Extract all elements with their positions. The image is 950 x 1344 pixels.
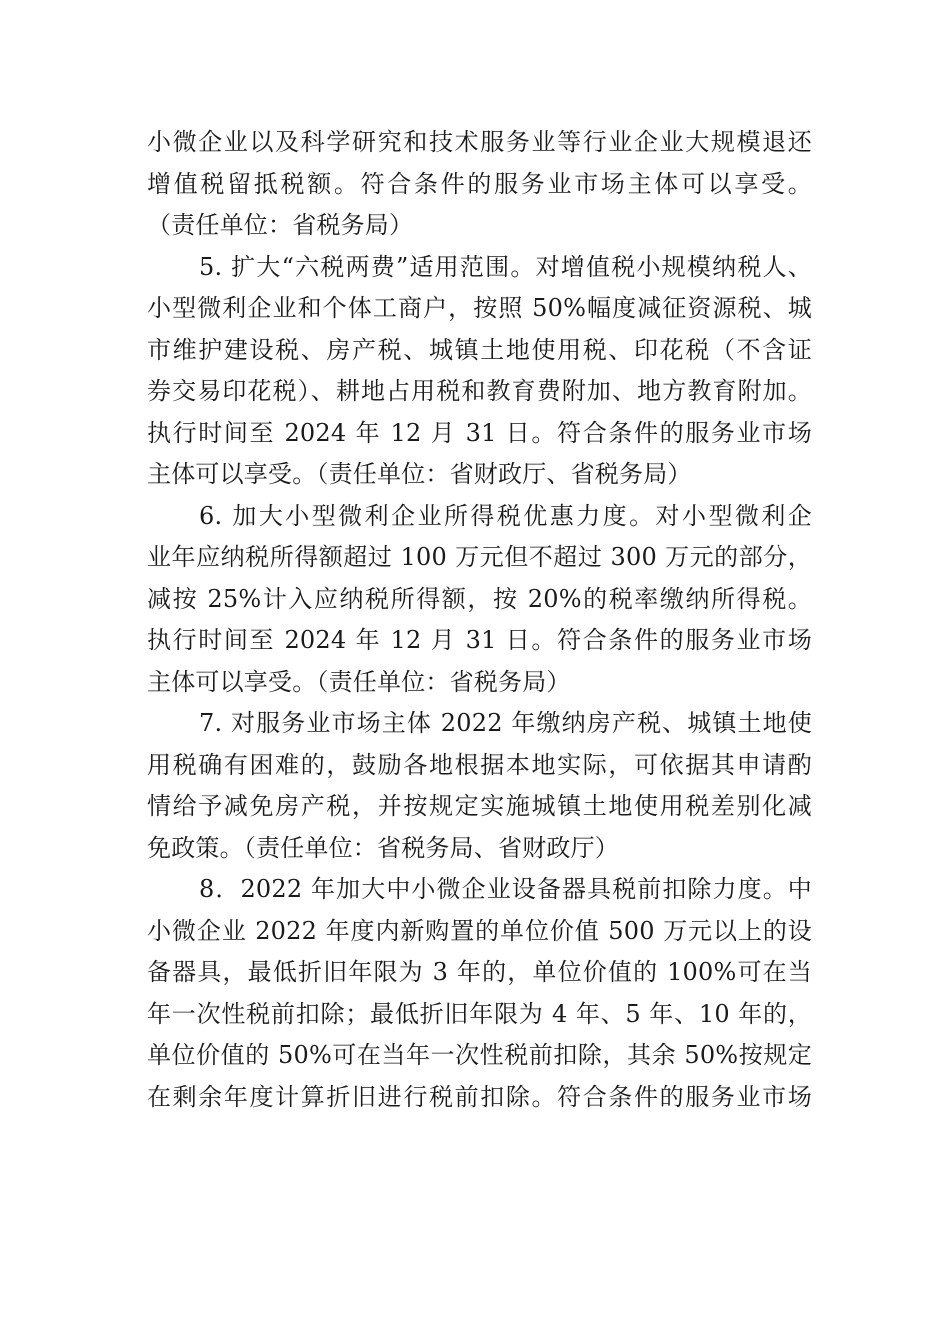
text-line: 主体可以享受。（责任单位：省财政厅、省税务局） <box>147 460 692 488</box>
text-line: 用税确有困难的，鼓励各地根据本地实际，可依据其申请酌 <box>147 750 812 779</box>
text-line: （责任单位：省税务局） <box>147 211 414 239</box>
text-line: 小型微利企业和个体工商户，按照 50%幅度减征资源税、城 <box>147 294 812 322</box>
text-line: 券交易印花税）、耕地占用税和教育费附加、地方教育附加。 <box>147 377 812 405</box>
text-line: 减按 25%计入应纳税所得额，按 20%的税率缴纳所得税。 <box>147 584 812 613</box>
text-line: 情给予减免房产税，并按规定实施城镇土地使用税差别化减 <box>147 792 812 820</box>
text-line: 6. 加大小型微利企业所得税优惠力度。对小型微利企 <box>199 501 812 530</box>
text-line: 执行时间至 2024 年 12 月 31 日。符合条件的服务业市场 <box>147 418 812 447</box>
text-line: 小微企业以及科学研究和技术服务业等行业企业大规模退还 <box>147 128 812 156</box>
document-body <box>147 122 812 1118</box>
text-line: 5. 扩大“六税两费”适用范围。对增值税小规模纳税人、 <box>199 252 812 281</box>
text-line: 7. 对服务业市场主体 2022 年缴纳房产税、城镇土地使 <box>199 709 812 737</box>
text-line: 备器具，最低折旧年限为 3 年的，单位价值的 100%可在当 <box>147 958 812 986</box>
text-line: 业年应纳税所得额超过 100 万元但不超过 300 万元的部分， <box>147 543 812 571</box>
text-line: 市维护建设税、房产税、城镇土地使用税、印花税（不含证 <box>147 335 812 364</box>
text-line: 小微企业 2022 年度内新购置的单位价值 500 万元以上的设 <box>147 916 812 945</box>
text-line: 执行时间至 2024 年 12 月 31 日。符合条件的服务业市场 <box>147 626 812 654</box>
text-line: 增值税留抵税额。符合条件的服务业市场主体可以享受。 <box>147 169 812 198</box>
text-line: 免政策。（责任单位：省税务局、省财政厅） <box>147 833 619 862</box>
text-line: 8．2022 年加大中小微企业设备器具税前扣除力度。中 <box>199 875 812 903</box>
text-line: 在剩余年度计算折旧进行税前扣除。符合条件的服务业市场 <box>147 1082 812 1111</box>
text-line: 单位价值的 50%可在当年一次性税前扣除，其余 50%按规定 <box>147 1041 812 1069</box>
text-line: 年一次性税前扣除；最低折旧年限为 4 年、5 年、10 年的， <box>147 999 812 1028</box>
text-line: 主体可以享受。（责任单位：省税务局） <box>147 667 571 696</box>
